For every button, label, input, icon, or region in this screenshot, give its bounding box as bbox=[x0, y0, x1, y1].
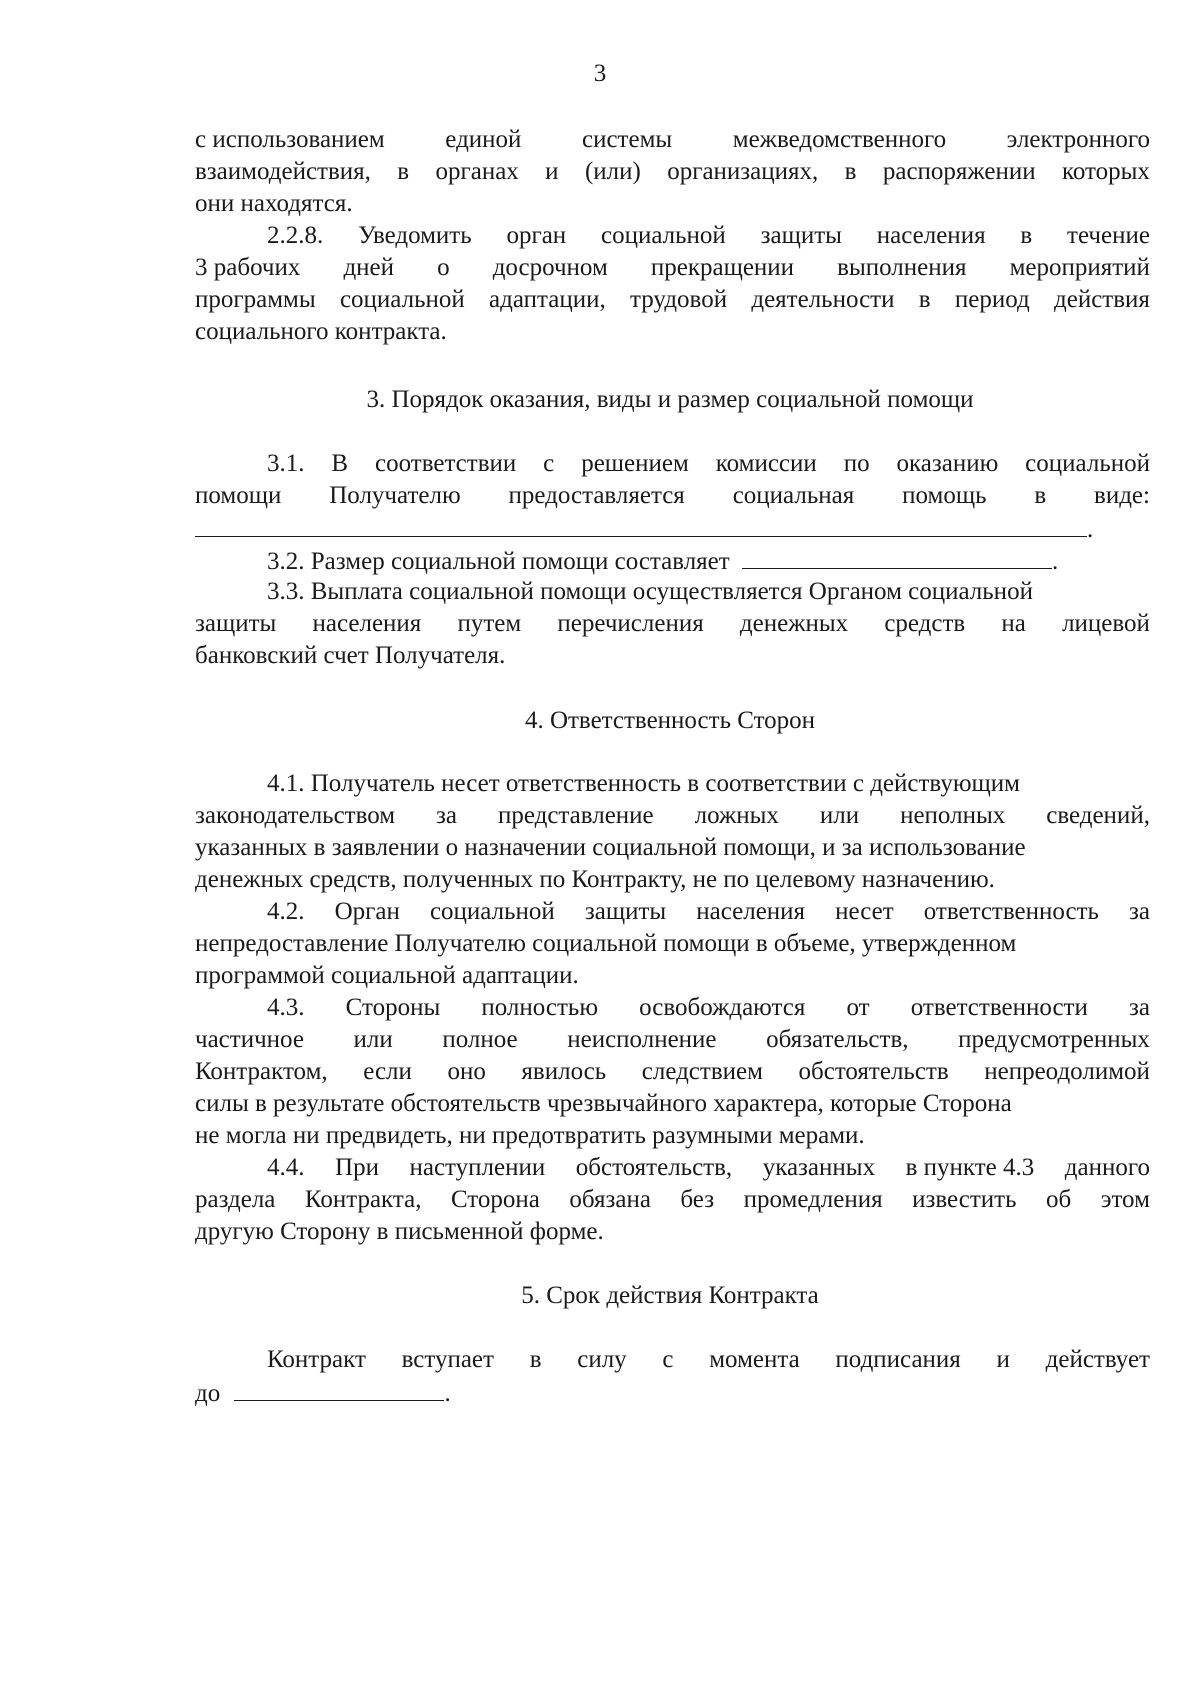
word: трудовой bbox=[630, 286, 728, 313]
section-3-heading: 3. Порядок оказания, виды и размер социальной помощи bbox=[366, 386, 974, 413]
word: 2.2.8. bbox=[267, 222, 324, 249]
section-4-heading: 4. Ответственность Сторон bbox=[524, 707, 816, 734]
word: социальная bbox=[732, 482, 855, 509]
word: социальной bbox=[339, 286, 465, 313]
word: без bbox=[680, 1186, 715, 1213]
text-line: 4.1. Получатель несет ответственность в соответствии с действующим bbox=[267, 770, 1021, 797]
word: (или) bbox=[584, 158, 641, 185]
text-line bbox=[195, 544, 1150, 576]
text-line bbox=[195, 800, 1150, 832]
word: денежных bbox=[739, 610, 849, 637]
word: вступает bbox=[401, 1346, 494, 1373]
word: Получателю bbox=[329, 482, 461, 509]
word: если bbox=[363, 1058, 412, 1085]
word: или bbox=[819, 802, 860, 829]
section-5-body bbox=[195, 1344, 1150, 1408]
word: Контракт bbox=[267, 1346, 366, 1373]
text-line bbox=[195, 480, 1150, 512]
word: 4.4. bbox=[267, 1154, 305, 1181]
word: Орган bbox=[334, 898, 400, 925]
blank-field-aid-type bbox=[195, 512, 1087, 537]
word: виде: bbox=[1094, 482, 1150, 509]
text-line bbox=[195, 252, 1150, 284]
word: населения bbox=[876, 222, 986, 249]
text-line bbox=[195, 284, 1150, 316]
word: которых bbox=[1061, 158, 1150, 185]
word: момента bbox=[709, 1346, 800, 1373]
word: течение bbox=[1067, 222, 1150, 249]
text-line: указанных в заявлении о назначении социальной помощи, и за использование bbox=[195, 834, 1026, 861]
text-line: они находятся. bbox=[195, 190, 353, 217]
word: за bbox=[1129, 898, 1150, 925]
word: дней bbox=[343, 254, 395, 281]
word: средств bbox=[884, 610, 966, 637]
text-line bbox=[195, 1376, 1150, 1408]
word: в bbox=[918, 286, 931, 313]
blank-field-end-date bbox=[234, 1376, 444, 1401]
word: деятельности bbox=[751, 286, 895, 313]
word: в пункте 4.3 bbox=[905, 1154, 1035, 1181]
word: законодательством bbox=[195, 802, 396, 829]
word: населения bbox=[696, 898, 806, 925]
word: ответственность bbox=[923, 898, 1099, 925]
word: предусмотренных bbox=[958, 1026, 1150, 1053]
word: оно bbox=[447, 1058, 486, 1085]
word: промедления bbox=[743, 1186, 883, 1213]
word: ложных bbox=[694, 802, 779, 829]
word: обязана bbox=[569, 1186, 651, 1213]
word: полное bbox=[442, 1026, 518, 1053]
word: выполнения bbox=[837, 254, 967, 281]
word: обстоятельств bbox=[798, 1058, 949, 1085]
text-line: другую Сторону в письменной форме. bbox=[195, 1218, 604, 1245]
word: Контрактом, bbox=[195, 1058, 328, 1085]
word: защиты bbox=[195, 610, 277, 637]
word: по bbox=[843, 450, 870, 477]
word: населения bbox=[312, 610, 422, 637]
word: полностью bbox=[481, 994, 599, 1021]
text-line bbox=[195, 1184, 1150, 1216]
word: прекращении bbox=[650, 254, 795, 281]
word: с bbox=[662, 1346, 674, 1373]
word: о bbox=[437, 254, 450, 281]
word: представление bbox=[497, 802, 654, 829]
word: социальной bbox=[601, 222, 726, 249]
word: за bbox=[1128, 994, 1150, 1021]
word: защиты bbox=[584, 898, 667, 925]
word: обстоятельств, bbox=[575, 1154, 733, 1181]
word: указанных bbox=[762, 1154, 876, 1181]
blank-field-aid-amount bbox=[742, 544, 1052, 569]
text-line: не могла ни предвидеть, ни предотвратить разумными мерами. bbox=[195, 1122, 865, 1149]
word: помощи bbox=[195, 482, 282, 509]
text-line: денежных средств, полученных по Контракту, не по целевому назначению. bbox=[195, 866, 995, 893]
word: распоряжении bbox=[882, 158, 1036, 185]
word: с bbox=[543, 450, 555, 477]
word: в bbox=[1020, 222, 1033, 249]
word: органах bbox=[435, 158, 519, 185]
word: об bbox=[1046, 1186, 1072, 1213]
word: за bbox=[436, 802, 458, 829]
word: лицевой bbox=[1062, 610, 1150, 637]
word: В bbox=[331, 450, 349, 477]
word: в bbox=[1034, 482, 1047, 509]
word: известить bbox=[912, 1186, 1017, 1213]
word: Стороны bbox=[345, 994, 441, 1021]
word: социальной bbox=[429, 898, 555, 925]
word: помощь bbox=[902, 482, 987, 509]
word: данного bbox=[1064, 1154, 1150, 1181]
text-line bbox=[195, 512, 1150, 544]
text-line bbox=[195, 1056, 1150, 1088]
word: 4.2. bbox=[267, 898, 305, 925]
text-line bbox=[195, 220, 1150, 252]
text-line bbox=[195, 992, 1150, 1024]
word: 3 рабочих bbox=[195, 254, 301, 281]
word: При bbox=[335, 1154, 379, 1181]
word: от bbox=[846, 994, 870, 1021]
word: действует bbox=[1045, 1346, 1150, 1373]
word: неисполнение bbox=[567, 1026, 717, 1053]
word: в bbox=[529, 1346, 542, 1373]
text-line bbox=[195, 124, 1150, 156]
word: ответственности bbox=[910, 994, 1088, 1021]
word: единой bbox=[445, 126, 522, 153]
word: комиссии bbox=[715, 450, 817, 477]
text-line bbox=[195, 608, 1150, 640]
text-line: банковский счет Получателя. bbox=[195, 642, 506, 669]
word: с использованием bbox=[195, 126, 385, 153]
word: или bbox=[353, 1026, 393, 1053]
word: решением bbox=[581, 450, 689, 477]
section-5-heading: 5. Срок действия Контракта bbox=[521, 1282, 819, 1309]
word: электронного bbox=[1006, 126, 1150, 153]
word: адаптации, bbox=[489, 286, 606, 313]
word: досрочном bbox=[492, 254, 608, 281]
section-4-body bbox=[195, 768, 1150, 1248]
word: явилось bbox=[521, 1058, 607, 1085]
text-line: силы в результате обстоятельств чрезвычайного характера, которые Сторона bbox=[195, 1090, 1012, 1117]
word: сведений, bbox=[1046, 802, 1150, 829]
word: следствием bbox=[641, 1058, 763, 1085]
word: непреодолимой bbox=[984, 1058, 1150, 1085]
word: обязательств, bbox=[766, 1026, 909, 1053]
word: в bbox=[844, 158, 857, 185]
word: наступлении bbox=[409, 1154, 546, 1181]
text-line bbox=[195, 1344, 1150, 1376]
word: частичное bbox=[195, 1026, 304, 1053]
section-3-body bbox=[195, 448, 1150, 672]
word: защиты bbox=[760, 222, 842, 249]
word: подписания bbox=[835, 1346, 961, 1373]
word: оказанию bbox=[896, 450, 999, 477]
word: программы bbox=[195, 286, 316, 313]
word: Сторона bbox=[450, 1186, 540, 1213]
text-line: программой социальной адаптации. bbox=[195, 962, 579, 989]
period: . bbox=[1087, 516, 1094, 543]
word: освобождаются bbox=[639, 994, 806, 1021]
word: Контракта, bbox=[304, 1186, 422, 1213]
text-line: 3.3. Выплата социальной помощи осуществляется Органом социальной bbox=[267, 578, 1033, 605]
text-line bbox=[195, 896, 1150, 928]
word: силу bbox=[577, 1346, 627, 1373]
word: взаимодействия, bbox=[195, 158, 371, 185]
word: мероприятий bbox=[1009, 254, 1150, 281]
word: 3.1. bbox=[267, 450, 305, 477]
word: этом bbox=[1100, 1186, 1150, 1213]
word: перечисления bbox=[557, 610, 704, 637]
word: до bbox=[195, 1380, 221, 1407]
word: в bbox=[397, 158, 410, 185]
word: предоставляется bbox=[508, 482, 685, 509]
period: . bbox=[1051, 548, 1059, 575]
text-line bbox=[195, 1152, 1150, 1184]
text-line bbox=[195, 156, 1150, 188]
word: действия bbox=[1054, 286, 1150, 313]
word: системы bbox=[581, 126, 673, 153]
word: 4.3. bbox=[267, 994, 305, 1021]
paragraph-2-2-8 bbox=[195, 220, 1150, 348]
word: Уведомить bbox=[358, 222, 472, 249]
word: орган bbox=[506, 222, 567, 249]
word: неполных bbox=[900, 802, 1006, 829]
page-number: 3 bbox=[593, 60, 607, 87]
word: межведомственного bbox=[732, 126, 947, 153]
word: организациях, bbox=[667, 158, 819, 185]
word: соответствии bbox=[375, 450, 517, 477]
text-line bbox=[195, 448, 1150, 480]
word: и bbox=[545, 158, 559, 185]
word: социальной bbox=[1025, 450, 1150, 477]
text-line: социального контракта. bbox=[195, 318, 447, 345]
word: раздела bbox=[195, 1186, 276, 1213]
word: несет bbox=[835, 898, 894, 925]
period: . bbox=[444, 1380, 451, 1407]
text-line bbox=[195, 1024, 1150, 1056]
word: период bbox=[954, 286, 1030, 313]
word: и bbox=[996, 1346, 1010, 1373]
text: 3.2. Размер социальной помощи составляет bbox=[267, 548, 730, 575]
text-line: непредоставление Получателю социальной помощи в объеме, утвержденном bbox=[195, 930, 1017, 957]
word: путем bbox=[457, 610, 522, 637]
paragraph-continuation bbox=[195, 124, 1150, 220]
word: на bbox=[1001, 610, 1026, 637]
